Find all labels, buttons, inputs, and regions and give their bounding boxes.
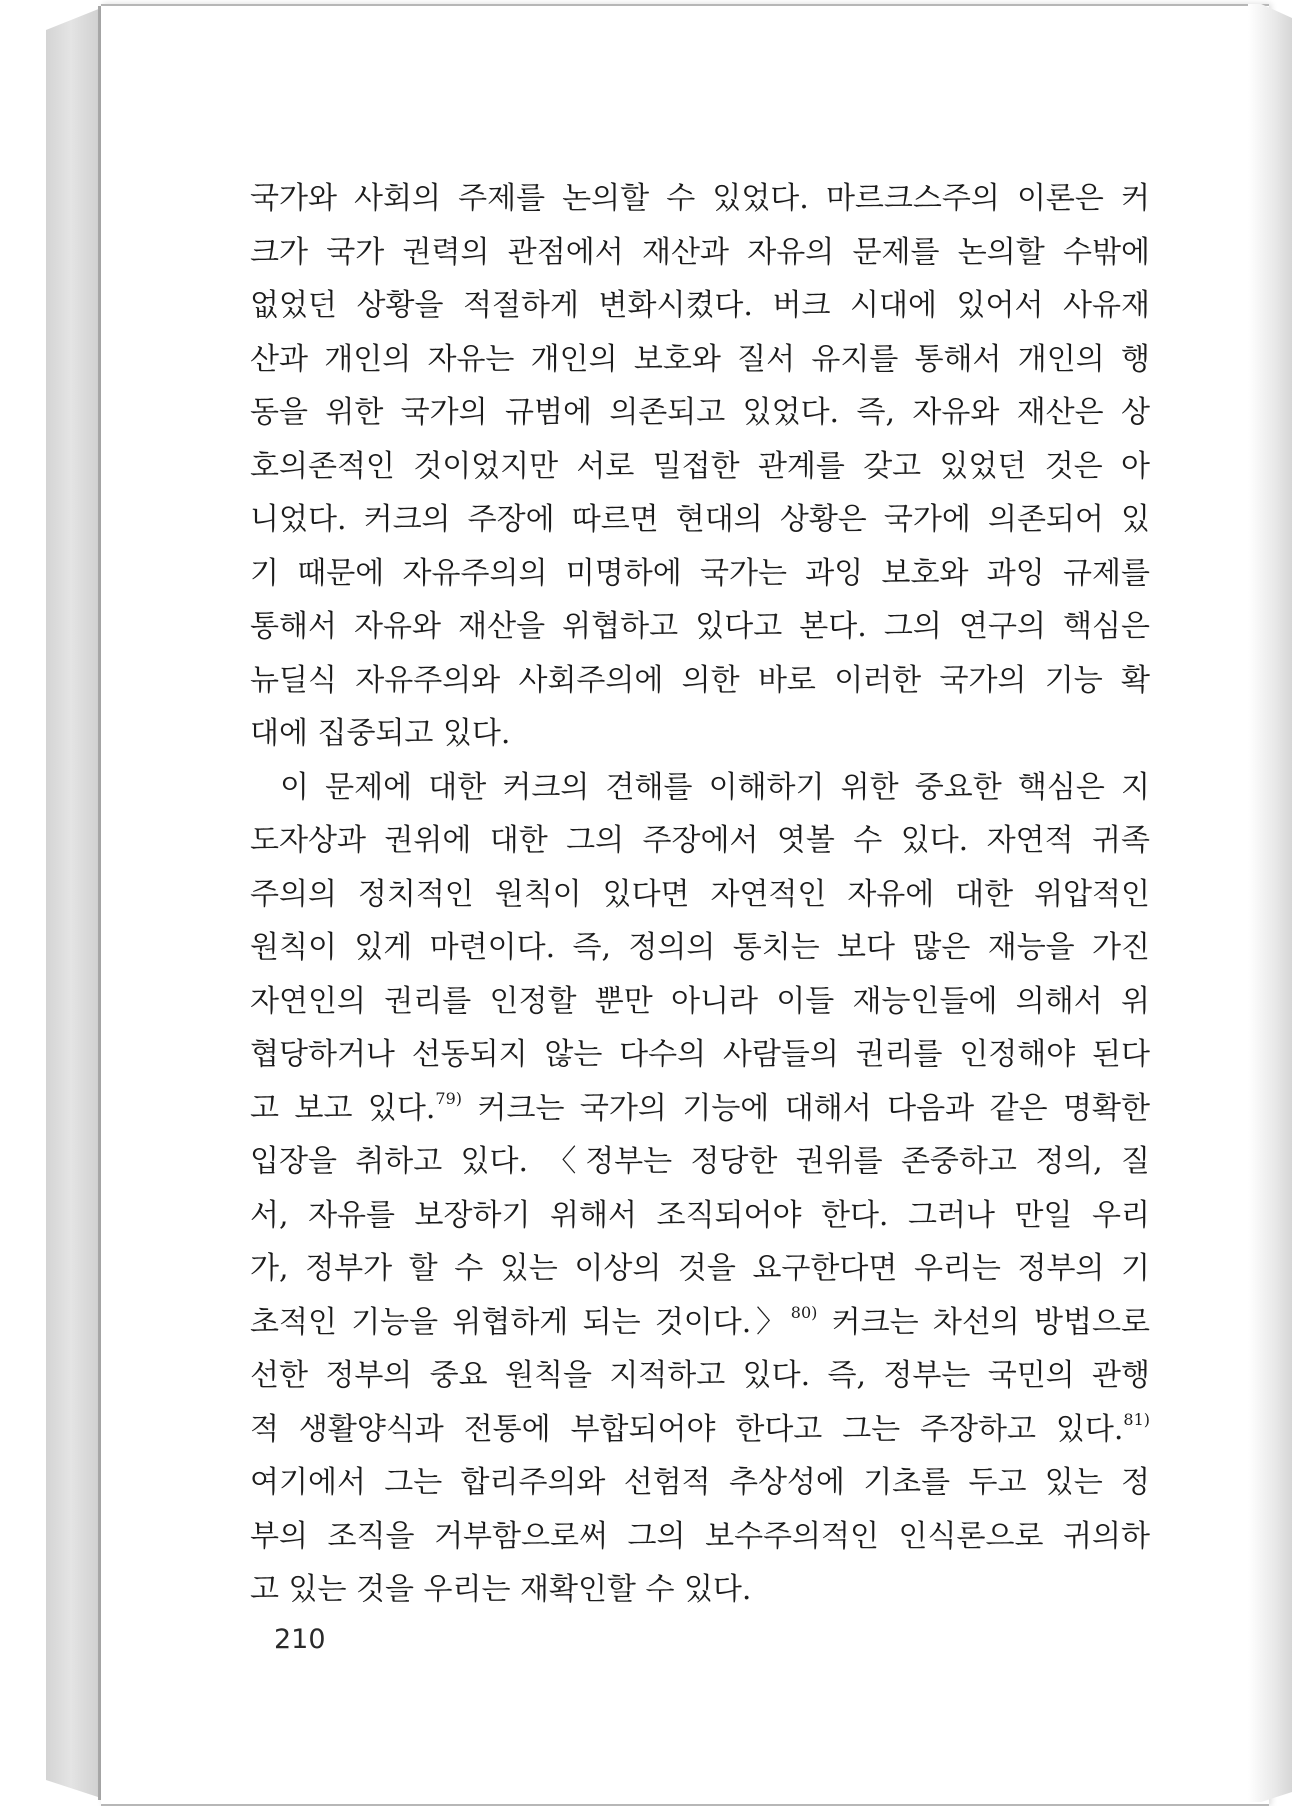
text-line: 뉴딜식 자유주의와 사회주의에 의한 바로 이러한 국가의 기능 확	[250, 662, 1150, 698]
text-line: 자연인의 권리를 인정할 뿐만 아니라 이들 재능인들에 의해서 위	[250, 983, 1150, 1019]
text-line: 여기에서 그는 합리주의와 선험적 추상성에 기초를 두고 있는 정	[250, 1465, 1150, 1500]
footnote-ref-79: 79)	[435, 1088, 463, 1108]
text-line	[250, 1403, 1150, 1457]
book-spine	[46, 8, 101, 1798]
page-number: 210	[274, 1624, 326, 1655]
text-line: 서, 자유를 보장하기 위해서 조직되어야 한다. 그러나 만일 우리	[250, 1197, 1150, 1233]
text-line: 선한 정부의 중요 원칙을 지적하고 있다. 즉, 정부는 국민의 관행	[250, 1358, 1150, 1393]
text-segment: 커크는 차선의 방법으로	[817, 1304, 1150, 1340]
text-line: 가, 정부가 할 수 있는 이상의 것을 요구한다면 우리는 정부의 기	[250, 1251, 1150, 1286]
text-line	[250, 761, 1150, 815]
text-segment: 커크는 국가의 기능에 대해서 다음과 같은 명확한	[462, 1090, 1150, 1126]
text-line: 없었던 상황을 적절하게 변화시켰다. 버크 시대에 있어서 사유재	[250, 288, 1150, 323]
text-line: 국가와 사회의 주제를 논의할 수 있었다. 마르크스주의 이론은 커	[250, 181, 1150, 216]
text-segment: 적 생활양식과 전통에 부합되어야 한다고 그는 주장하고 있다.	[250, 1411, 1124, 1447]
text-line: 산과 개인의 자유는 개인의 보호와 질서 유지를 통해서 개인의 행	[250, 341, 1150, 377]
text-segment: 고 보고 있다.	[250, 1090, 436, 1126]
text-line	[250, 1082, 1150, 1136]
text-line: 대에 집중되고 있다.	[250, 716, 511, 751]
text-line: 동을 위한 국가의 규범에 의존되고 있었다. 즉, 자유와 재산은 상	[250, 395, 1150, 430]
text-segment: 이 문제에 대한 커크의 견해를 이해하기 위한 중요한 핵심은 지	[280, 769, 1150, 805]
text-line: 도자상과 권위에 대한 그의 주장에서 엿볼 수 있다. 자연적 귀족	[250, 823, 1150, 858]
text-segment: 초적인 기능을 위협하게 되는 것이다.〉	[250, 1304, 791, 1340]
text-line: 니었다. 커크의 주장에 따르면 현대의 상황은 국가에 의존되어 있	[250, 502, 1150, 537]
body-text	[250, 172, 1150, 1617]
text-line: 고 있는 것을 우리는 재확인할 수 있다.	[250, 1572, 752, 1607]
text-line: 부의 조직을 거부함으로써 그의 보수주의적인 인식론으로 귀의하	[250, 1518, 1150, 1554]
text-line: 호의존적인 것이었지만 서로 밀접한 관계를 갖고 있었던 것은 아	[250, 448, 1150, 484]
text-line: 입장을 취하고 있다. 〈정부는 정당한 권위를 존중하고 정의, 질	[250, 1144, 1150, 1179]
text-line: 크가 국가 권력의 관점에서 재산과 자유의 문제를 논의할 수밖에	[250, 234, 1150, 270]
footnote-ref-80: 80)	[790, 1302, 818, 1322]
page-fold	[1248, 4, 1292, 1802]
text-line: 주의의 정치적인 원칙이 있다면 자연적인 자유에 대한 위압적인	[250, 876, 1150, 912]
footnote-ref-81: 81)	[1123, 1409, 1150, 1429]
text-line: 통해서 자유와 재산을 위협하고 있다고 본다. 그의 연구의 핵심은	[250, 609, 1150, 644]
text-line: 원칙이 있게 마련이다. 즉, 정의의 통치는 보다 많은 재능을 가진	[250, 930, 1150, 965]
text-line: 기 때문에 자유주의의 미명하에 국가는 과잉 보호와 과잉 규제를	[250, 555, 1150, 591]
text-line: 협당하거나 선동되지 않는 다수의 사람들의 권리를 인정해야 된다	[250, 1037, 1150, 1072]
text-line	[250, 1296, 1150, 1350]
